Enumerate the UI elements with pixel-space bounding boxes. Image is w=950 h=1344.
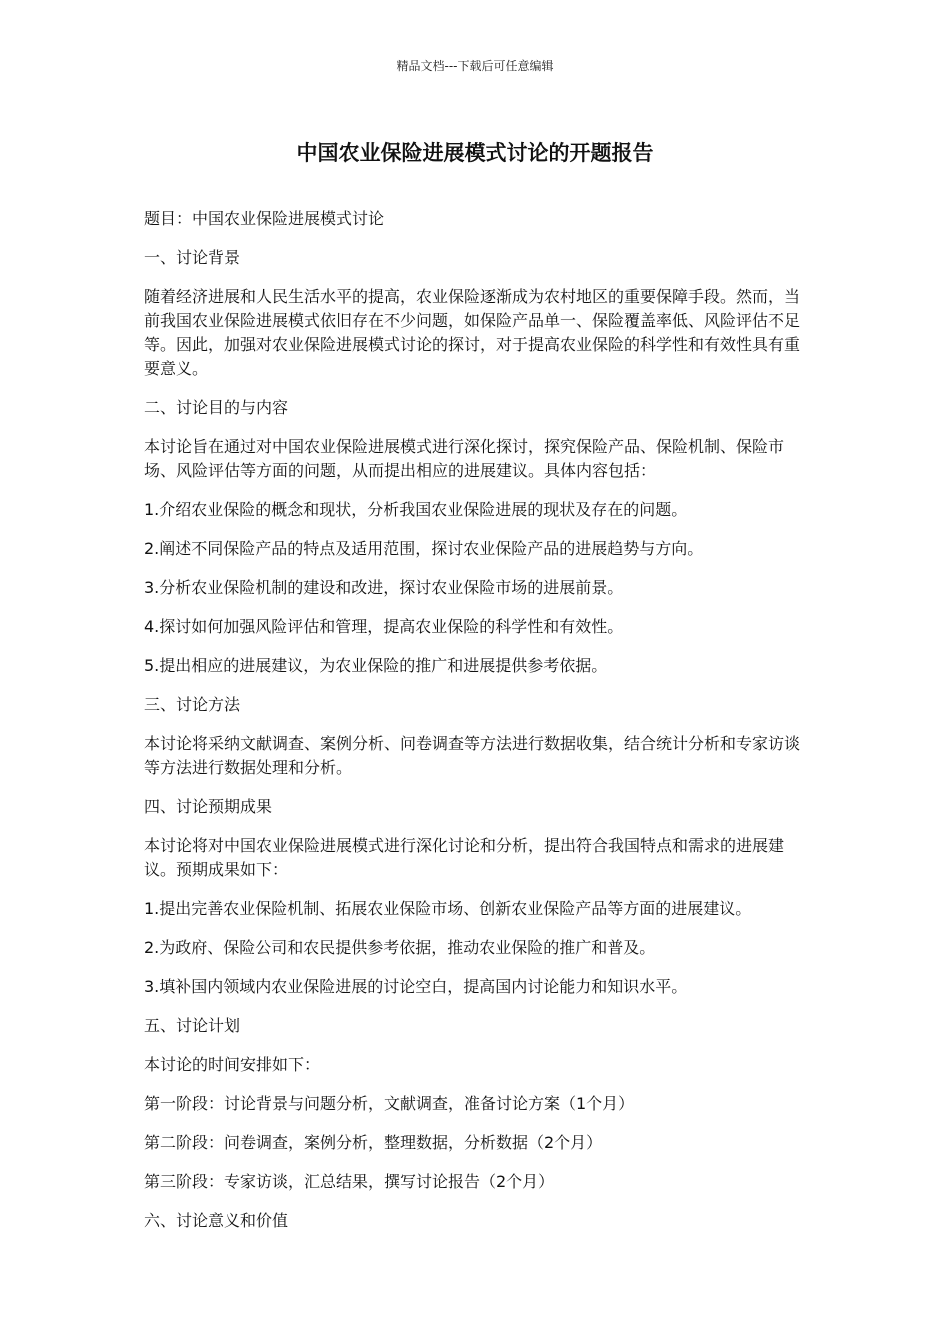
plan-stage: 第三阶段：专家访谈，汇总结果，撰写讨论报告（2个月） <box>144 1172 555 1191</box>
section-heading-method: 三、讨论方法 <box>144 695 241 714</box>
section-heading-purpose: 二、讨论目的与内容 <box>144 398 289 417</box>
list-item: 1.提出完善农业保险机制、拓展农业保险市场、创新农业保险产品等方面的进展建议。 <box>144 899 752 918</box>
section-heading-outcomes: 四、讨论预期成果 <box>144 797 273 816</box>
background-paragraph: 随着经济进展和人民生活水平的提高，农业保险逐渐成为农村地区的重要保障手段。然而，当前我国农业保险进展模式依旧存在不少问题，如保险产品单一、保险覆盖率低、风险评估不足等。因此，加强对农业保险进展模式讨论的探讨，对于提高农业保险的科学性和有效性具有重要意义。 <box>144 287 801 378</box>
page-header: 精品文档---下载后可任意编辑 <box>396 59 554 73</box>
section-heading-background: 一、讨论背景 <box>144 248 241 267</box>
list-item: 2.为政府、保险公司和农民提供参考依据，推动农业保险的推广和普及。 <box>144 938 656 957</box>
document-body <box>144 207 814 1248</box>
purpose-paragraph: 本讨论旨在通过对中国农业保险进展模式进行深化探讨，探究保险产品、保险机制、保险市场、风险评估等方面的问题，从而提出相应的进展建议。具体内容包括： <box>144 437 785 480</box>
document-title: 中国农业保险进展模式讨论的开题报告 <box>296 141 654 165</box>
plan-stage: 第一阶段：讨论背景与问题分析，文献调查，准备讨论方案（1个月） <box>144 1094 635 1113</box>
section-heading-plan: 五、讨论计划 <box>144 1016 241 1035</box>
plan-stage: 第二阶段：问卷调查，案例分析，整理数据，分析数据（2个月） <box>144 1133 603 1152</box>
list-item: 3.填补国内领域内农业保险进展的讨论空白，提高国内讨论能力和知识水平。 <box>144 977 688 996</box>
list-item: 5.提出相应的进展建议，为农业保险的推广和进展提供参考依据。 <box>144 656 608 675</box>
list-item: 2.阐述不同保险产品的特点及适用范围，探讨农业保险产品的进展趋势与方向。 <box>144 539 704 558</box>
section-heading-significance: 六、讨论意义和价值 <box>144 1211 289 1230</box>
plan-intro: 本讨论的时间安排如下： <box>144 1055 321 1074</box>
subject-line: 题目：中国农业保险进展模式讨论 <box>144 209 385 228</box>
list-item: 3.分析农业保险机制的建设和改进，探讨农业保险市场的进展前景。 <box>144 578 624 597</box>
list-item: 1.介绍农业保险的概念和现状，分析我国农业保险进展的现状及存在的问题。 <box>144 500 688 519</box>
outcomes-paragraph: 本讨论将对中国农业保险进展模式进行深化讨论和分析，提出符合我国特点和需求的进展建议。预期成果如下： <box>144 836 785 879</box>
method-paragraph: 本讨论将采纳文献调查、案例分析、问卷调查等方法进行数据收集，结合统计分析和专家访谈等方法进行数据处理和分析。 <box>144 734 801 777</box>
list-item: 4.探讨如何加强风险评估和管理，提高农业保险的科学性和有效性。 <box>144 617 624 636</box>
